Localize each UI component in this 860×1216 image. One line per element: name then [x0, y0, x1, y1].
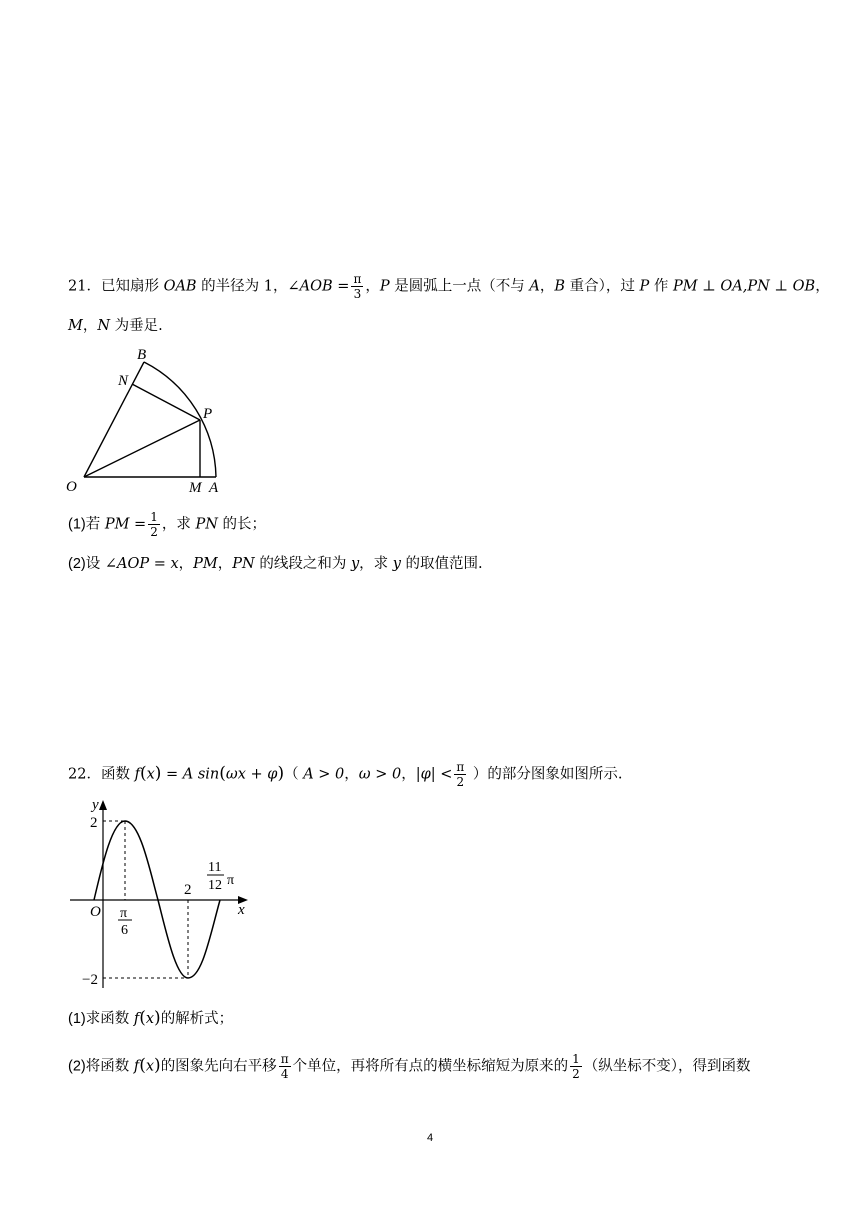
fraction-one-half: $\frac{1}{2}$ [150, 510, 158, 539]
tick-label-2: 2 [90, 815, 98, 831]
tick-label-pi-right: π [227, 873, 235, 888]
q21-statement-line2: M，N 为垂足. [68, 318, 163, 334]
y-axis-arrow [99, 800, 107, 810]
origin-label: O [90, 904, 101, 920]
sector-figure [60, 340, 240, 500]
tick-label-11: 11 [208, 860, 222, 875]
fraction-pi-over-2: $\frac{\pi}{2}$ [456, 760, 465, 789]
q22-part1: (1)求函数 f(x)的解析式； [68, 1008, 234, 1028]
segment-pn [132, 384, 200, 420]
tick-label-pi: π [120, 906, 128, 921]
tick-label-12: 12 [208, 878, 222, 893]
tick-label-2-right: 2 [184, 882, 192, 898]
q22-number: 22． [68, 766, 101, 783]
tick-label-6: 6 [121, 923, 128, 938]
segment-ob [84, 362, 144, 477]
label-o: O [66, 479, 77, 495]
label-n: N [118, 373, 129, 389]
q21-part1: (1)若 PM = $\frac{1}{2}$ ，求 PN 的长； [68, 510, 267, 539]
q21-statement-line1: 21．已知扇形 OAB 的半径为 1，∠AOB = $\frac{\pi}{3}$ ，P 是圆弧上一点（不与 A，B 重合），过 P 作 PM ⊥ OA,PN ⊥ OB， [68, 272, 830, 301]
tick-label-neg-2: −2 [82, 972, 98, 988]
x-axis-label: x [238, 902, 245, 918]
page-number: 4 [426, 1132, 434, 1144]
label-b: B [137, 347, 147, 363]
label-m: M [189, 480, 202, 496]
y-axis-label: y [92, 797, 99, 813]
fraction-one-half-q22: $\frac{1}{2}$ [572, 1052, 580, 1081]
segment-op [84, 420, 200, 477]
sine-graph-figure [62, 796, 262, 996]
q21-part2: (2)设 ∠AOP = x，PM，PN 的线段之和为 y，求 y 的取值范围. [68, 556, 483, 572]
fraction-pi-over-4: $\frac{\pi}{4}$ [280, 1052, 289, 1081]
fraction-pi-over-3: $\frac{\pi}{3}$ [353, 272, 362, 301]
q22-part2: (2)将函数 f(x)的图象先向右平移 $\frac{\pi}{4}$ 个单位，再将所有点的横坐标缩短为原来的 $\frac{1}{2}$ （纵坐标不变），得到函数 [68, 1052, 751, 1081]
label-a: A [209, 480, 219, 496]
q22-statement: 22．函数 f(x) = A sin(ωx + φ)（ A > 0，ω > 0，|φ| < $\frac{\pi}{2}$ ）的部分图象如图所示. [68, 760, 623, 789]
label-p: P [203, 406, 213, 422]
q21-number: 21． [68, 278, 101, 295]
